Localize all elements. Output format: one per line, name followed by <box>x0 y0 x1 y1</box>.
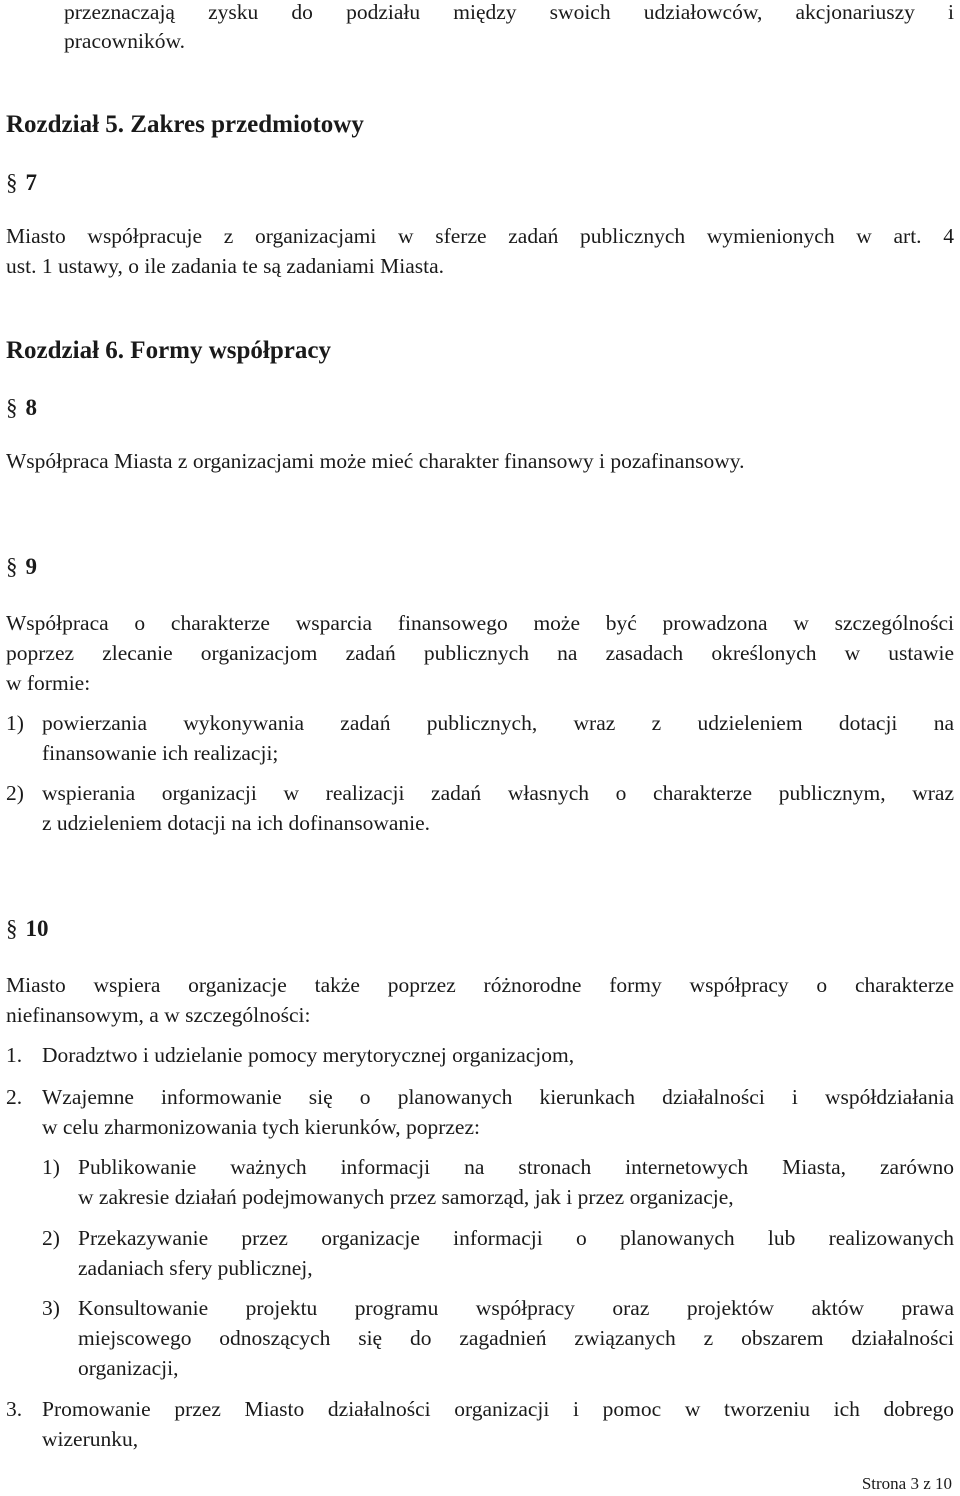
paragraph-number: 8 <box>25 395 37 420</box>
paragraph-8-text-line: Współpraca Miasta z organizacjami może mieć charakter finansowy i pozafinansowy. <box>6 449 745 473</box>
list-item-number: 3. <box>6 1397 23 1421</box>
sub-list-item-text: organizacji, <box>78 1356 179 1380</box>
paragraph-10-mark <box>6 914 49 944</box>
list-item <box>6 778 954 840</box>
section-symbol: § <box>6 916 18 941</box>
paragraph-10-text-line: Miasto wspiera organizacje także poprzez różnorodne formy współpracy o charakterze <box>6 973 954 997</box>
list-item-number: 1. <box>6 1043 23 1067</box>
intro-line: przeznaczają zysku do podziału między swoich udziałowców, akcjonariuszy i <box>64 0 954 24</box>
sub-list-item <box>42 1152 954 1214</box>
list-item <box>6 1082 954 1144</box>
paragraph-7-text-line: Miasto współpracuje z organizacjami w sferze zadań publicznych wymienionych w art. 4 <box>6 224 954 248</box>
section-symbol: § <box>6 554 18 579</box>
sub-list-item <box>42 1293 954 1385</box>
paragraph-9-text-line: poprzez zlecanie organizacjom zadań publicznych na zasadach określonych w ustawie <box>6 641 954 665</box>
list-item-number: 1) <box>6 711 24 735</box>
list-item-text: z udzieleniem dotacji na ich dofinansowanie. <box>42 811 431 835</box>
paragraph-number: 10 <box>25 916 49 941</box>
list-item-number: 2) <box>6 781 24 805</box>
list-item <box>6 1040 954 1072</box>
paragraph-8-mark <box>6 393 37 423</box>
list-item-text: Doradztwo i udzielanie pomocy merytorycznej organizacjom, <box>42 1043 575 1067</box>
sub-list-item-text: Konsultowanie projektu programu współpracy oraz projektów aktów prawa <box>78 1296 954 1320</box>
list-item-text: Promowanie przez Miasto działalności organizacji i pomoc w tworzeniu ich dobrego <box>42 1397 954 1421</box>
sub-list-item-text: miejscowego odnoszących się do zagadnień związanych z obszarem działalności <box>78 1326 954 1350</box>
intro-line: pracowników. <box>64 29 186 53</box>
chapter-6-title: Rozdział 6. Formy współpracy <box>6 337 331 364</box>
list-item <box>6 708 954 770</box>
section-symbol: § <box>6 395 18 420</box>
sub-list-item-number: 1) <box>42 1155 60 1179</box>
list-item-text: w celu zharmonizowania tych kierunków, poprzez: <box>42 1115 480 1139</box>
paragraph-9-mark <box>6 552 37 582</box>
section-symbol: § <box>6 170 18 195</box>
paragraph-7-mark <box>6 168 37 198</box>
paragraph-10-text-line: niefinansowym, a w szczególności: <box>6 1003 311 1027</box>
list-item-text: wizerunku, <box>42 1427 139 1451</box>
list-item <box>6 1394 954 1456</box>
sub-list-item-number: 3) <box>42 1296 60 1320</box>
sub-list-item-text: zadaniach sfery publicznej, <box>78 1256 313 1280</box>
sub-list-item-text: Publikowanie ważnych informacji na stronach internetowych Miasta, zarówno <box>78 1155 954 1179</box>
list-item-text: powierzania wykonywania zadań publicznych, wraz z udzieleniem dotacji na <box>42 711 954 735</box>
sub-list-item-number: 2) <box>42 1226 60 1250</box>
paragraph-number: 9 <box>25 554 37 579</box>
page-number: Strona 3 z 10 <box>861 1474 952 1493</box>
paragraph-9-text-line: w formie: <box>6 671 91 695</box>
sub-list-item-text: w zakresie działań podejmowanych przez samorząd, jak i przez organizacje, <box>78 1185 734 1209</box>
sub-list-item <box>42 1223 954 1285</box>
list-item-text: Wzajemne informowanie się o planowanych kierunkach działalności i współdziałania <box>42 1085 954 1109</box>
list-item-text: wspierania organizacji w realizacji zadań własnych o charakterze publicznym, wraz <box>42 781 954 805</box>
list-item-text: finansowanie ich realizacji; <box>42 741 279 765</box>
list-item-number: 2. <box>6 1085 23 1109</box>
sub-list-item-text: Przekazywanie przez organizacje informacji o planowanych lub realizowanych <box>78 1226 954 1250</box>
paragraph-7-text-line: ust. 1 ustawy, o ile zadania te są zadaniami Miasta. <box>6 254 445 278</box>
paragraph-number: 7 <box>25 170 37 195</box>
chapter-5-title: Rozdział 5. Zakres przedmiotowy <box>6 111 364 138</box>
paragraph-9-text-line: Współpraca o charakterze wsparcia finansowego może być prowadzona w szczególności <box>6 611 954 635</box>
